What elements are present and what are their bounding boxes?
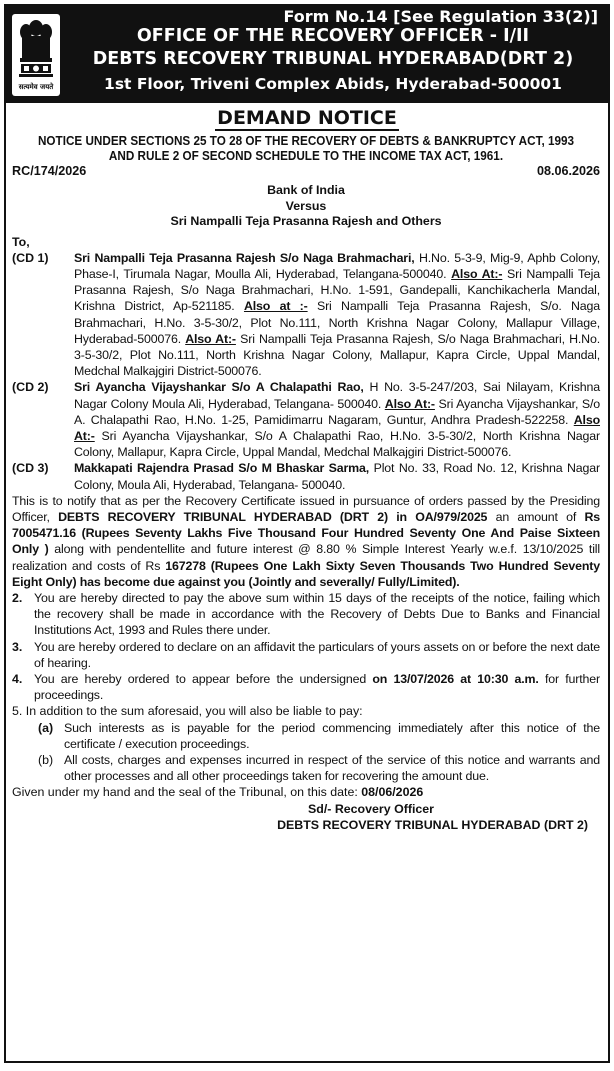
costs-amount: 167278 (Rupees One Lakh Sixty Seven Thousands Two Hundred Seventy Eight Only) has become due against you (Jointly and severally/ Fully/Limited). <box>12 558 600 589</box>
para-text-3: along with pendentellite and future interest @ 8.80 % Simple Interest Yearly w.e.f. 13/10/2025 till realization and costs of Rs <box>12 542 600 573</box>
notice-title: DEMAND NOTICE <box>217 107 397 129</box>
item-5a-text: Such interests as is payable for the period commencing immediately after this notice of the certificate / execution proceedings. <box>64 720 600 751</box>
given-text: Given under my hand and the seal of the Tribunal, on this date: <box>12 785 362 800</box>
cd3-name: Makkapati Rajendra Prasad S/o M Bhaskar Sarma, <box>74 461 370 476</box>
reference-row <box>12 164 600 179</box>
cd2-address-3: Sri Ayancha Vijayshankar, S/o A Chalapathi Rao, H.No. 3-5-30/2, North Krishna Nagar Colony, Mallapur, Kapra Circle, Uppal Mandal, Medchal Malkajgiri District-500076. <box>74 428 600 460</box>
given-under-seal <box>12 784 600 800</box>
cd2-also-label-2: Also At:- <box>74 412 600 443</box>
item-4 <box>12 671 600 703</box>
item-4-text: You are hereby ordered to appear before the undersigned <box>34 671 373 686</box>
applicant-name: Bank of India <box>267 183 345 197</box>
item-3-number: 3. <box>12 639 23 654</box>
cd2-label: (CD 2) <box>12 380 49 395</box>
para-text-2: an amount of <box>487 509 585 524</box>
defendant-name: Sri Nampalli Teja Prasanna Rajesh and Others <box>170 214 442 228</box>
cd1-also-label-1: Also At:- <box>451 266 503 281</box>
item-2-text: You are hereby directed to pay the above sum within 15 days of the receipts of the notice, failing which the recovery shall be made in accordance with the Recovery of Debts Due to Banks and Financial Institutions Act, 1993 and Rules there under. <box>34 590 600 638</box>
state-emblem-icon <box>12 14 60 96</box>
item-5b-label: (b) <box>38 753 54 767</box>
given-date: 08/06/2026 <box>361 785 424 800</box>
item-3-text: You are hereby ordered to declare on an affidavit the particulars of yours assets on or before the next date of hearing. <box>34 639 600 670</box>
signature-line: Sd/- Recovery Officer <box>307 801 435 816</box>
versus-label: Versus <box>285 198 327 213</box>
cd1-also-label-3: Also At:- <box>185 331 236 346</box>
cd1-address-4: Sri Nampalli Teja Prasanna Rajesh, S/o Naga Brahmachari, H.No. 3-5-30/2, Plot No.111, North Krishna Nagar Colony, Mallapur, Kapra Circle, Uppal Mandal, Medchal Malkajgiri District-500076. <box>74 331 601 379</box>
notice-date: 08.06.2026 <box>536 164 600 178</box>
principal-amount-words: (Rupees Seventy Lakhs Five Thousand Four Hundred Seventy One And Paise Sixteen Only ) <box>12 526 600 557</box>
item-5a <box>12 720 600 752</box>
hearing-date: on 13/07/2026 at 10:30 a.m. <box>372 671 539 686</box>
item-4-number: 4. <box>12 671 23 686</box>
cd1-block <box>12 250 600 380</box>
item-4-text-end: for further proceedings. <box>34 671 600 703</box>
item-5b <box>12 752 600 784</box>
para-text-1: This is to notify that as per the Recovery Certificate issued in pursuance of orders passed by the Presiding Officer, <box>12 493 600 524</box>
cd3-block <box>12 460 600 492</box>
cd1-address-3: Sri Nampalli Teja Prasanna Rajesh, S/o. Naga Brahmachari, H.No. 3-5-30/2, Plot No.111, North Krishna Nagar Colony, Mallapur Village, Hyderabad-500076. <box>74 299 600 346</box>
demand-notice-page <box>4 4 610 1063</box>
cd3-address-1: Plot No. 33, Road No. 12, Krishna Nagar Colony, Moula Ali, Hyderabad, Telangana- 500040. <box>74 461 600 492</box>
tribunal-address: 1st Floor, Triveni Complex Abids, Hyderabad-500001 <box>104 75 562 93</box>
rc-number: RC/174/2026 <box>12 164 87 178</box>
item-5: 5. In addition to the sum aforesaid, you will also be liable to pay: <box>12 704 363 719</box>
cd2-address-2: Sri Ayancha Vijayshankar, S/o A. Chalapathi Rao, H.No. 1-25, Pamidimarru Nagaram, Guntur, Andhra Pradesh-522258. <box>74 396 601 427</box>
notice-header <box>6 6 608 103</box>
office-title: OFFICE OF THE RECOVERY OFFICER - I/II <box>136 26 530 46</box>
cd2-name: Sri Ayancha Vijayshankar S/o A Chalapathi Rao, <box>74 380 364 395</box>
item-2-number: 2. <box>12 590 23 605</box>
cd1-name: Sri Nampalli Teja Prasanna Rajesh S/o Naga Brahmachari, <box>74 250 415 265</box>
cd1-label: (CD 1) <box>12 250 49 265</box>
cd1-address-1: H.No. 5-3-9, Mig-9, Aphb Colony, Phase-I, Tirumala Nagar, Moulla Ali, Hyderabad, Telangana-500040. <box>74 250 600 281</box>
signature-tribunal: DEBTS RECOVERY TRIBUNAL HYDERABAD (DRT 2) <box>277 817 588 832</box>
form-number: Form No.14 [See Regulation 33(2)] <box>283 7 598 26</box>
cd2-address-1: H No. 3-5-247/203, Sai Nilayam, Krishna Nagar Colony Moula Ali, Hyderabad, Telangana- 500040. <box>74 380 600 411</box>
item-5b-text: All costs, charges and expenses incurred in respect of the service of this notice and warrants and other processes and all other proceedings taken for recovering the amount due. <box>64 753 600 784</box>
item-2 <box>12 590 600 639</box>
cd2-block <box>12 379 600 460</box>
item-3 <box>12 639 600 671</box>
cd1-also-label-2: Also at :- <box>243 299 308 314</box>
to-label: To, <box>12 234 30 249</box>
cd2-also-label-1: Also At:- <box>384 396 435 411</box>
cd1-address-2: Sri Nampalli Teja Prasanna Rajesh, S/o Naga Brahmachari, H.No. 1-591, Gandepalli, Kanchikacherla Mandal, Krishna District, Ap-521185. <box>74 266 600 314</box>
principal-amount: Rs 7005471.16 <box>12 509 600 541</box>
notice-subtitle: NOTICE UNDER SECTIONS 25 TO 28 OF THE RECOVERY OF DEBTS & BANKRUPTCY ACT, 1993 AND RULE 2 OF SECOND SCHEDULE TO THE INCOME TAX ACT, 1961. <box>37 134 575 163</box>
tribunal-case-ref: DEBTS RECOVERY TRIBUNAL HYDERABAD (DRT 2) in OA/979/2025 <box>58 509 488 524</box>
tribunal-title: DEBTS RECOVERY TRIBUNAL HYDERABAD(DRT 2) <box>92 49 574 69</box>
recovery-paragraph <box>12 493 600 590</box>
emblem-motto: सत्यमेव जयते <box>18 83 54 91</box>
item-5a-label: (a) <box>38 720 54 735</box>
cd3-label: (CD 3) <box>12 461 49 476</box>
